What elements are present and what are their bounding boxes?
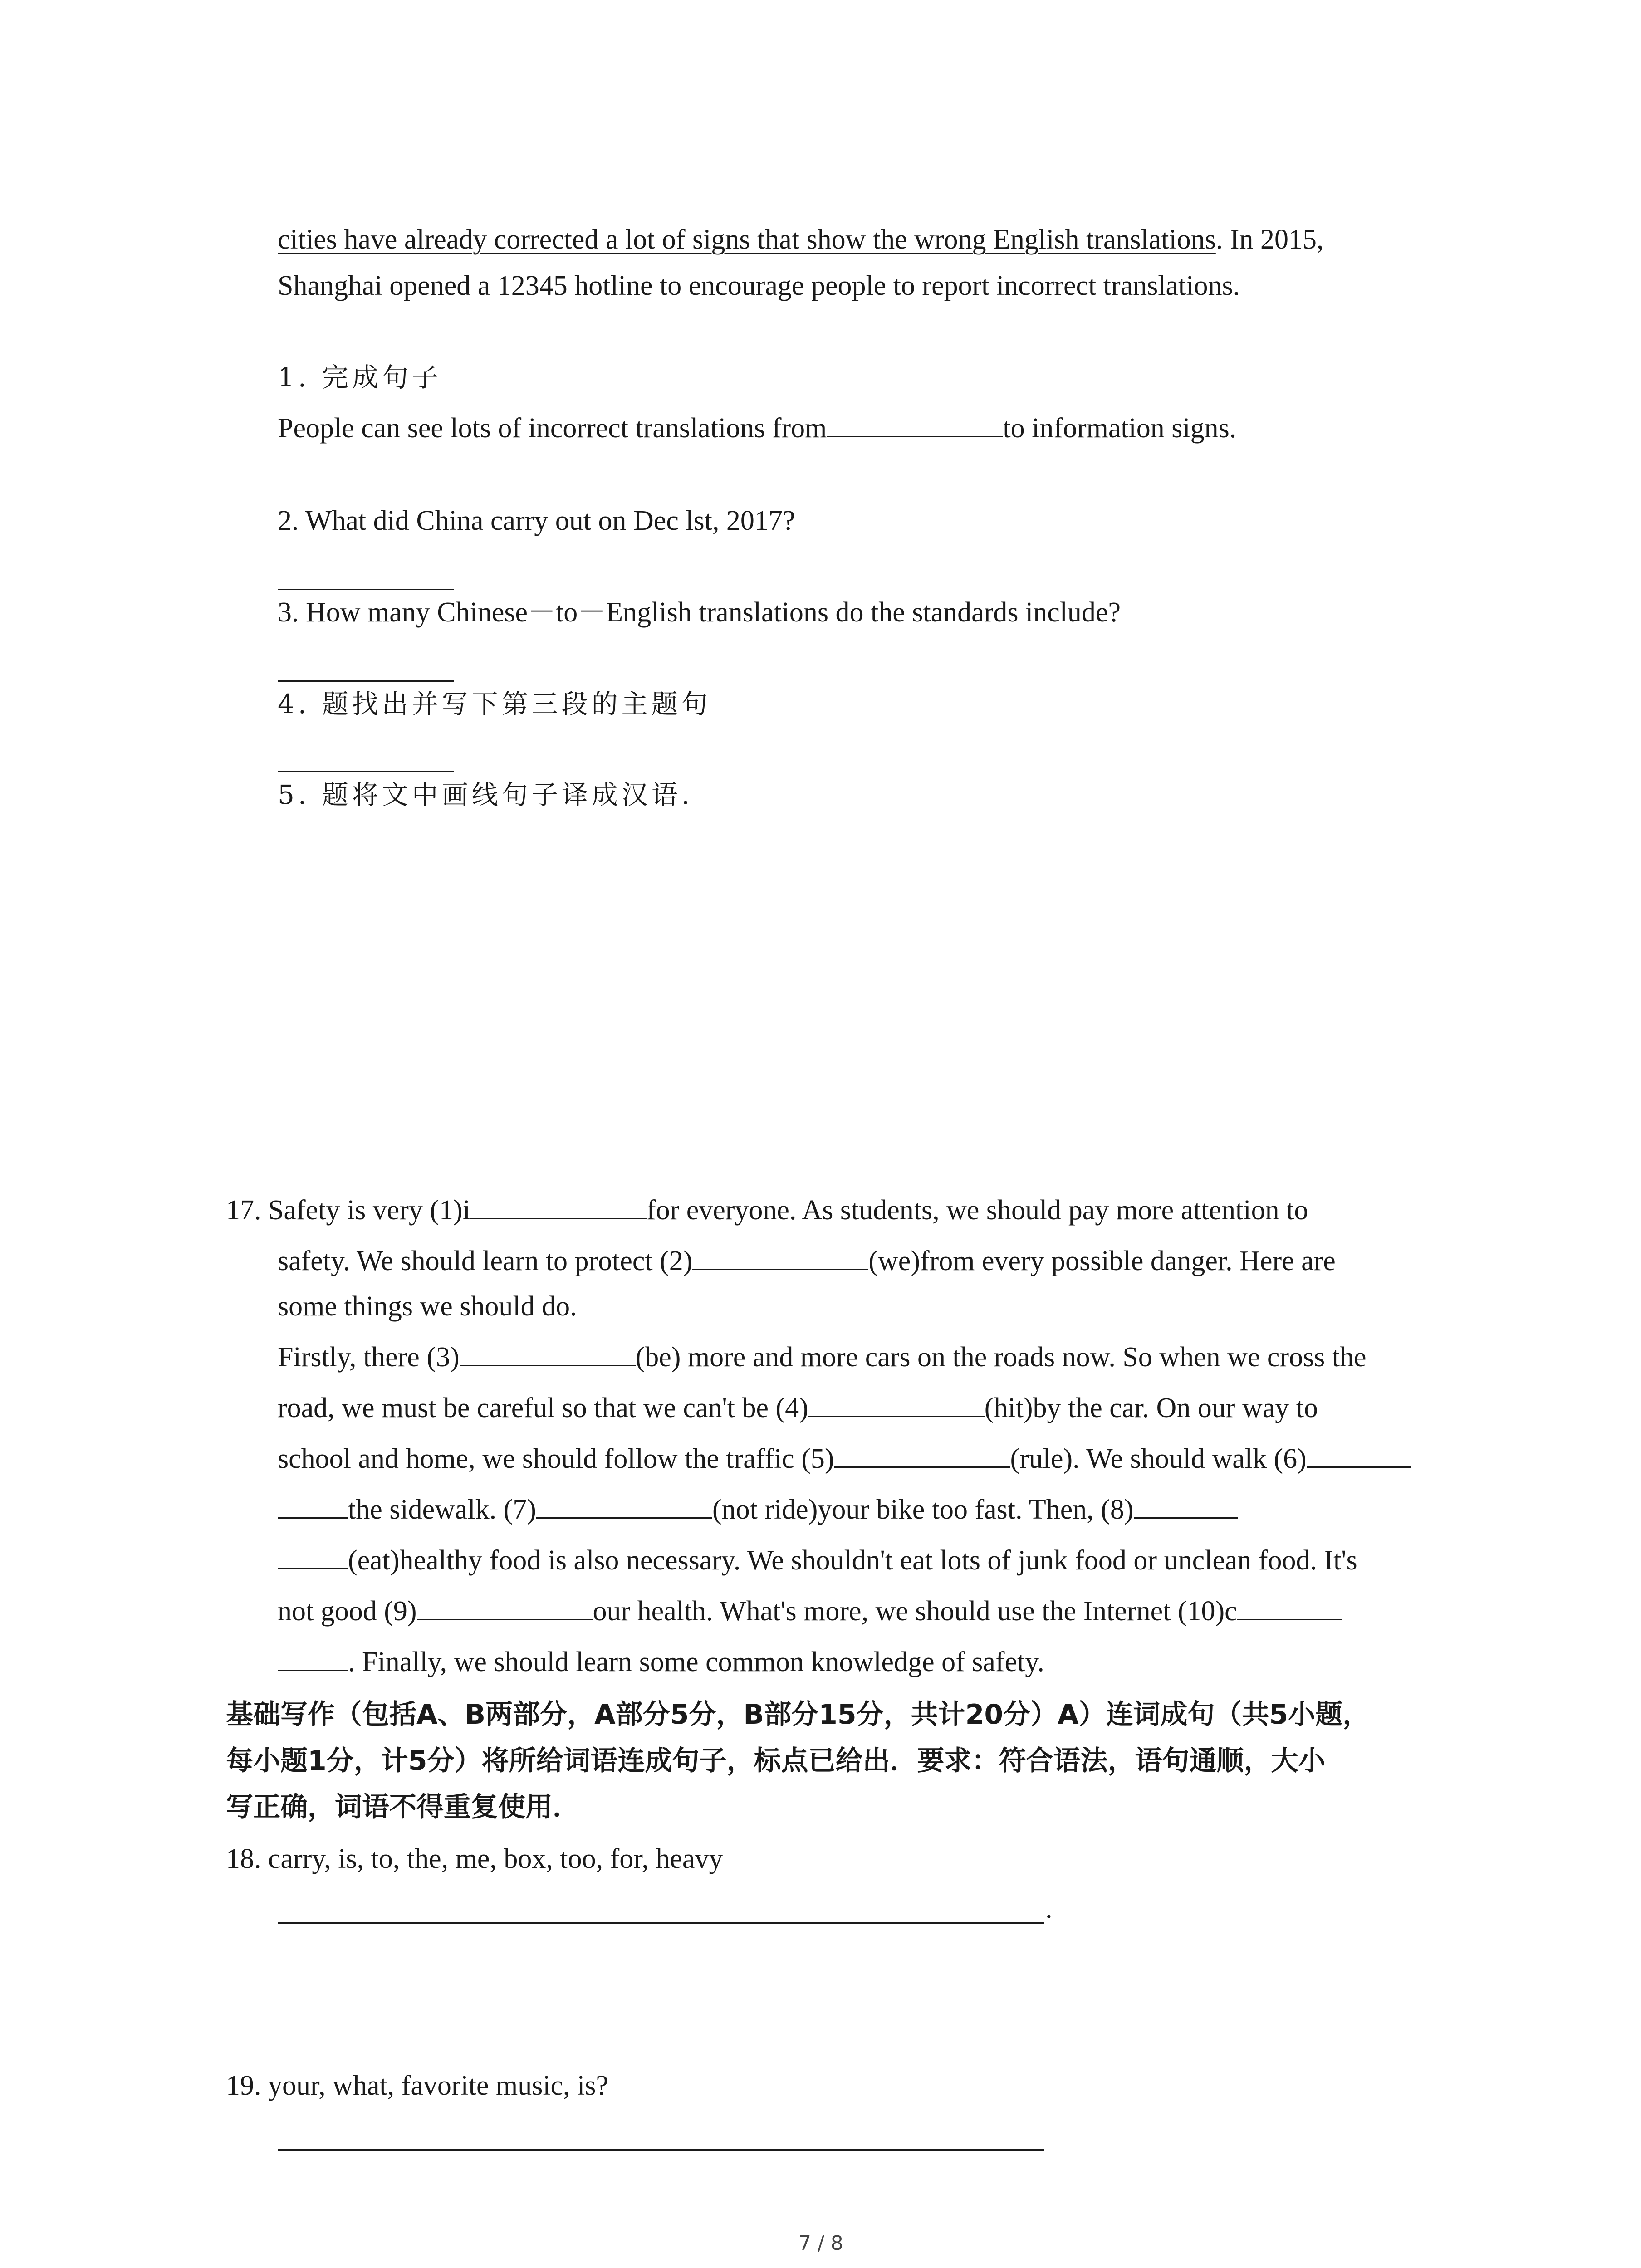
q17-line-10: . Finally, we should learn some common knowledge of safety. [278, 1644, 1044, 1680]
blank-2[interactable] [692, 1243, 868, 1270]
q17-line-3: some things we should do. [278, 1291, 577, 1322]
answer-line-19[interactable] [278, 2149, 1044, 2151]
q17-line-7: the sidewalk. (7) (not ride)your bike too fast. Then, (8) [278, 1491, 1238, 1528]
blank-6[interactable] [1307, 1441, 1411, 1468]
q17-line-2: safety. We should learn to protect (2) (we)from every possible danger. Here are [278, 1243, 1336, 1279]
question-2: 2. What did China carry out on Dec lst, 2017? [278, 505, 795, 536]
blank-7[interactable] [536, 1492, 712, 1519]
q17-line-6: school and home, we should follow the traffic (5) (rule). We should walk (6) [278, 1441, 1411, 1477]
question-4: 4. 题找出并写下第三段的主题句 [278, 689, 711, 719]
answer-18-period: . [1045, 1893, 1053, 1924]
answer-line-18[interactable] [278, 1922, 1044, 1924]
q17-line-9: not good (9) our health. What's more, we should use the Internet (10)c [278, 1593, 1342, 1629]
blank-9[interactable] [417, 1593, 593, 1620]
question-1-title: 1. 完成句子 [278, 362, 442, 393]
blank-6-cont[interactable] [278, 1492, 348, 1519]
question-5: 5. 题将文中画线句子译成汉语. [278, 779, 694, 810]
question-3: 3. How many Chinese－to－English translations do the standards include? [278, 597, 1121, 628]
answer-line-3[interactable] [278, 680, 454, 682]
blank-8[interactable] [1134, 1492, 1238, 1519]
question-18: 18. carry, is, to, the, me, box, too, for, heavy [226, 1843, 723, 1874]
blank-10[interactable] [1237, 1593, 1342, 1620]
section-heading-line-1: 基础写作（包括A、B两部分，A部分5分，B部分15分，共计20分）A）连词成句（共5小题， [226, 1699, 1370, 1730]
section-heading-line-3: 写正确，词语不得重复使用． [226, 1791, 580, 1823]
answer-line-2[interactable] [278, 589, 454, 590]
blank-8-cont[interactable] [278, 1543, 348, 1569]
q17-line-5: road, we must be careful so that we can't be (4) (hit)by the car. On our way to [278, 1390, 1318, 1426]
q17-line-1: 17. Safety is very (1)i for everyone. As students, we should pay more attention to [226, 1192, 1308, 1228]
answer-blank[interactable] [827, 411, 1003, 437]
underlined-sentence: cities have already corrected a lot of signs that show the wrong English translations [278, 224, 1216, 255]
passage-line-1: cities have already corrected a lot of signs that show the wrong English translations. In 2015, [278, 224, 1324, 255]
blank-5[interactable] [834, 1441, 1010, 1468]
q17-line-8: (eat)healthy food is also necessary. We shouldn't eat lots of junk food or unclean food. It's [278, 1542, 1357, 1579]
section-heading-line-2: 每小题1分，计5分）将所给词语连成句子，标点已给出．要求：符合语法，语句通顺，大小 [226, 1745, 1326, 1777]
page-number: 7 / 8 [798, 2232, 843, 2255]
q17-line-4: Firstly, there (3) (be) more and more cars on the roads now. So when we cross the [278, 1339, 1367, 1375]
blank-1[interactable] [470, 1193, 647, 1219]
blank-10-cont[interactable] [278, 1644, 348, 1671]
passage-line-2: Shanghai opened a 12345 hotline to encourage people to report incorrect translations. [278, 270, 1240, 301]
question-1: People can see lots of incorrect translations from to information signs. [278, 410, 1236, 446]
question-19: 19. your, what, favorite music, is? [226, 2070, 608, 2101]
answer-line-4[interactable] [278, 771, 454, 772]
blank-3[interactable] [460, 1339, 636, 1366]
blank-4[interactable] [808, 1390, 985, 1417]
